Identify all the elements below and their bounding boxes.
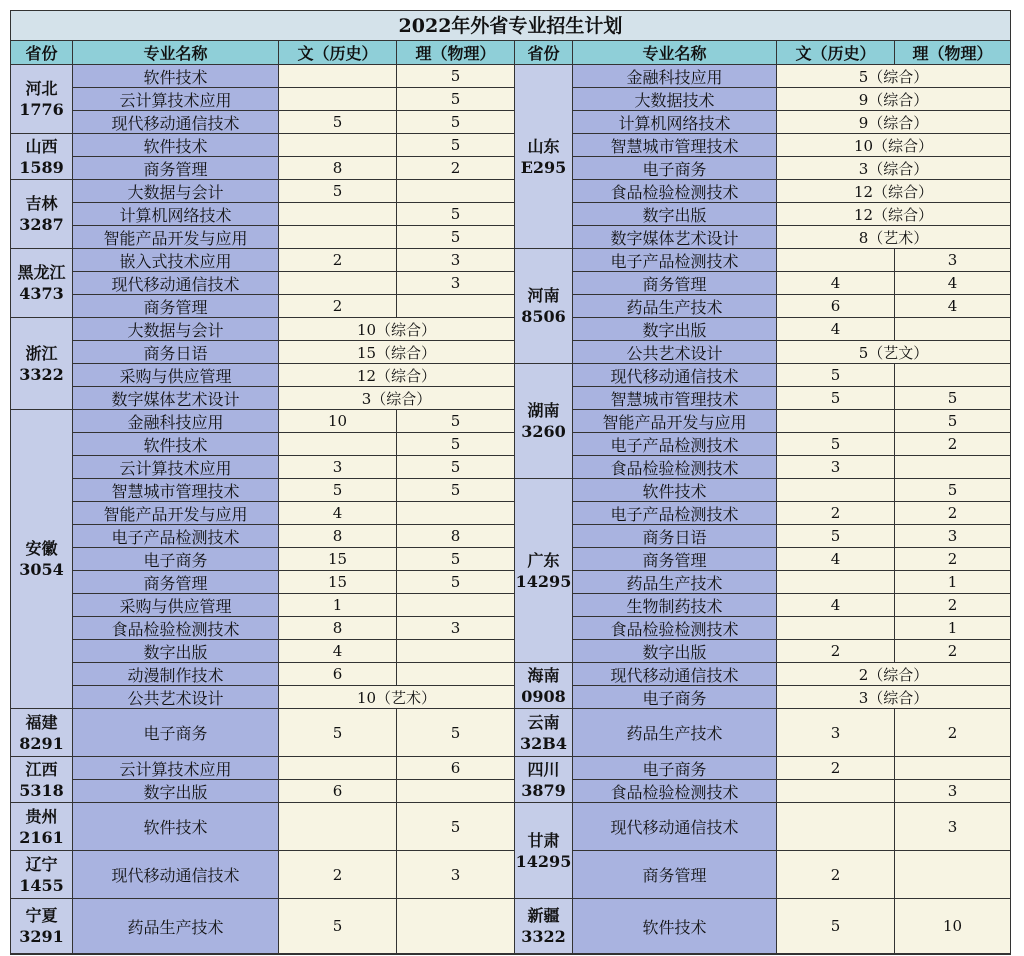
science-quota: 1 — [895, 571, 1011, 594]
liberal-arts-quota: 4 — [279, 640, 397, 663]
major-name: 数字出版 — [573, 640, 777, 663]
merged-quota: 3（综合） — [777, 686, 1011, 709]
science-quota: 3 — [397, 851, 515, 899]
province-name: 湖南 — [527, 401, 560, 420]
major-name: 电子商务 — [573, 686, 777, 709]
major-name: 电子商务 — [573, 157, 777, 180]
liberal-arts-quota: 5 — [777, 364, 895, 387]
science-quota: 5 — [895, 479, 1011, 502]
major-name: 商务管理 — [573, 548, 777, 571]
province-cell — [515, 899, 573, 954]
science-quota: 3 — [895, 780, 1011, 803]
liberal-arts-quota: 4 — [777, 548, 895, 571]
liberal-arts-quota: 4 — [777, 318, 895, 341]
province-cell — [11, 757, 73, 803]
column-header: 理（物理） — [895, 41, 1011, 65]
major-name: 采购与供应管理 — [73, 594, 279, 617]
major-name: 智能产品开发与应用 — [73, 226, 279, 249]
major-name: 大数据与会计 — [73, 318, 279, 341]
liberal-arts-quota — [279, 203, 397, 226]
major-name: 数字媒体艺术设计 — [573, 226, 777, 249]
liberal-arts-quota — [279, 757, 397, 780]
major-name: 软件技术 — [573, 899, 777, 954]
province-name: 新疆 — [527, 906, 560, 925]
science-quota — [895, 456, 1011, 479]
major-name: 软件技术 — [73, 803, 279, 851]
major-name: 软件技术 — [73, 65, 279, 88]
science-quota — [895, 851, 1011, 899]
merged-quota: 5（艺文） — [777, 341, 1011, 364]
science-quota — [397, 780, 515, 803]
science-quota — [397, 899, 515, 954]
province-code: 8291 — [19, 733, 64, 753]
merged-quota: 10（综合） — [777, 134, 1011, 157]
province-code: 1589 — [19, 157, 64, 177]
major-name: 金融科技应用 — [573, 65, 777, 88]
major-name: 药品生产技术 — [573, 571, 777, 594]
province-code: 3291 — [19, 927, 64, 946]
liberal-arts-quota: 3 — [279, 456, 397, 479]
province-name: 河南 — [527, 286, 560, 305]
major-name: 现代移动通信技术 — [573, 803, 777, 851]
province-cell — [11, 249, 73, 318]
province-code: 3287 — [19, 215, 64, 234]
province-name: 贵州 — [25, 806, 58, 826]
liberal-arts-quota — [777, 249, 895, 272]
province-cell — [515, 65, 573, 249]
liberal-arts-quota: 8 — [279, 525, 397, 548]
science-quota: 8 — [397, 525, 515, 548]
major-name: 大数据技术 — [573, 88, 777, 111]
major-name: 智慧城市管理技术 — [73, 479, 279, 502]
liberal-arts-quota: 4 — [777, 272, 895, 295]
science-quota: 3 — [397, 249, 515, 272]
liberal-arts-quota — [279, 433, 397, 456]
province-name: 吉林 — [25, 194, 58, 213]
science-quota: 5 — [397, 803, 515, 851]
science-quota — [397, 180, 515, 203]
major-name: 食品检验检测技术 — [573, 456, 777, 479]
science-quota: 5 — [895, 410, 1011, 433]
science-quota: 5 — [895, 387, 1011, 410]
major-name: 现代移动通信技术 — [73, 272, 279, 295]
science-quota: 5 — [397, 709, 515, 757]
major-name: 软件技术 — [73, 433, 279, 456]
science-quota: 4 — [895, 272, 1011, 295]
province-code: 3322 — [19, 364, 64, 384]
province-code: 8506 — [521, 307, 566, 326]
liberal-arts-quota: 6 — [279, 663, 397, 686]
science-quota: 5 — [397, 433, 515, 456]
major-name: 公共艺术设计 — [73, 686, 279, 709]
province-name: 辽宁 — [25, 854, 58, 874]
enrollment-plan-sheet — [10, 10, 1011, 955]
science-quota: 5 — [397, 571, 515, 594]
science-quota: 5 — [397, 479, 515, 502]
liberal-arts-quota — [279, 134, 397, 157]
major-name: 嵌入式技术应用 — [73, 249, 279, 272]
science-quota: 2 — [895, 502, 1011, 525]
liberal-arts-quota: 2 — [279, 249, 397, 272]
merged-quota: 5（综合） — [777, 65, 1011, 88]
major-name: 软件技术 — [73, 134, 279, 157]
province-code: 14295 — [515, 851, 572, 871]
liberal-arts-quota: 3 — [777, 456, 895, 479]
science-quota — [895, 757, 1011, 780]
column-header: 文（历史） — [279, 41, 397, 65]
province-name: 黑龙江 — [17, 263, 66, 282]
liberal-arts-quota — [279, 88, 397, 111]
science-quota: 5 — [397, 111, 515, 134]
province-name: 云南 — [527, 712, 560, 732]
merged-quota: 12（综合） — [777, 180, 1011, 203]
science-quota — [397, 640, 515, 663]
science-quota: 3 — [895, 803, 1011, 851]
major-name: 商务管理 — [73, 295, 279, 318]
science-quota: 4 — [895, 295, 1011, 318]
liberal-arts-quota: 10 — [279, 410, 397, 433]
province-code: 2161 — [19, 827, 64, 847]
province-name: 山东 — [527, 136, 560, 156]
science-quota: 2 — [895, 640, 1011, 663]
major-name: 数字出版 — [73, 640, 279, 663]
science-quota — [397, 295, 515, 318]
province-cell — [11, 803, 73, 851]
liberal-arts-quota: 5 — [777, 433, 895, 456]
column-header: 专业名称 — [573, 41, 777, 65]
province-code: 3322 — [521, 927, 566, 946]
major-name: 数字出版 — [73, 780, 279, 803]
science-quota: 2 — [895, 433, 1011, 456]
province-name: 安徽 — [25, 539, 58, 558]
science-quota: 5 — [397, 226, 515, 249]
science-quota — [895, 318, 1011, 341]
liberal-arts-quota — [777, 479, 895, 502]
major-name: 电子商务 — [73, 548, 279, 571]
liberal-arts-quota: 2 — [279, 851, 397, 899]
merged-quota: 12（综合） — [279, 364, 515, 387]
major-name: 商务日语 — [573, 525, 777, 548]
major-name: 电子产品检测技术 — [573, 433, 777, 456]
liberal-arts-quota — [777, 410, 895, 433]
liberal-arts-quota: 5 — [279, 899, 397, 954]
merged-quota: 10（综合） — [279, 318, 515, 341]
column-header: 省份 — [515, 41, 573, 65]
liberal-arts-quota — [777, 571, 895, 594]
major-name: 动漫制作技术 — [73, 663, 279, 686]
province-code: E295 — [520, 157, 567, 177]
science-quota: 2 — [895, 709, 1011, 757]
merged-quota: 9（综合） — [777, 88, 1011, 111]
science-quota: 10 — [895, 899, 1011, 954]
science-quota: 6 — [397, 757, 515, 780]
merged-quota: 12（综合） — [777, 203, 1011, 226]
major-name: 现代移动通信技术 — [573, 364, 777, 387]
science-quota: 5 — [397, 134, 515, 157]
science-quota: 2 — [895, 548, 1011, 571]
liberal-arts-quota: 5 — [777, 525, 895, 548]
liberal-arts-quota — [279, 803, 397, 851]
liberal-arts-quota: 15 — [279, 548, 397, 571]
major-name: 云计算技术应用 — [73, 757, 279, 780]
science-quota — [895, 364, 1011, 387]
province-name: 河北 — [25, 79, 58, 98]
liberal-arts-quota — [777, 780, 895, 803]
province-cell — [515, 709, 573, 757]
province-code: 32B4 — [520, 733, 567, 753]
science-quota: 3 — [397, 617, 515, 640]
major-name: 药品生产技术 — [573, 295, 777, 318]
major-name: 商务管理 — [73, 157, 279, 180]
column-header: 省份 — [11, 41, 73, 65]
science-quota — [397, 663, 515, 686]
province-name: 江西 — [25, 759, 58, 779]
merged-quota: 3（综合） — [777, 157, 1011, 180]
province-name: 浙江 — [25, 343, 58, 363]
province-cell — [11, 410, 73, 709]
science-quota: 2 — [397, 157, 515, 180]
liberal-arts-quota — [279, 272, 397, 295]
science-quota: 5 — [397, 548, 515, 571]
liberal-arts-quota: 5 — [279, 479, 397, 502]
column-header: 专业名称 — [73, 41, 279, 65]
liberal-arts-quota: 2 — [279, 295, 397, 318]
major-name: 智能产品开发与应用 — [73, 502, 279, 525]
province-code: 3260 — [521, 422, 566, 441]
major-name: 数字出版 — [573, 318, 777, 341]
province-cell — [11, 134, 73, 180]
major-name: 云计算技术应用 — [73, 88, 279, 111]
province-code: 5318 — [19, 780, 64, 800]
liberal-arts-quota: 6 — [279, 780, 397, 803]
province-name: 甘肃 — [527, 830, 560, 850]
major-name: 计算机网络技术 — [73, 203, 279, 226]
merged-quota: 15（综合） — [279, 341, 515, 364]
major-name: 现代移动通信技术 — [73, 851, 279, 899]
major-name: 电子商务 — [73, 709, 279, 757]
merged-quota: 3（综合） — [279, 387, 515, 410]
liberal-arts-quota: 2 — [777, 640, 895, 663]
major-name: 现代移动通信技术 — [73, 111, 279, 134]
liberal-arts-quota: 6 — [777, 295, 895, 318]
province-cell — [515, 757, 573, 803]
major-name: 食品检验检测技术 — [573, 617, 777, 640]
science-quota — [397, 594, 515, 617]
province-name: 福建 — [25, 712, 58, 732]
major-name: 电子产品检测技术 — [573, 502, 777, 525]
science-quota: 3 — [397, 272, 515, 295]
enrollment-table — [11, 41, 1010, 954]
province-name: 宁夏 — [25, 906, 58, 925]
major-name: 电子产品检测技术 — [73, 525, 279, 548]
province-name: 广东 — [527, 550, 560, 570]
merged-quota: 8（艺术） — [777, 226, 1011, 249]
major-name: 采购与供应管理 — [73, 364, 279, 387]
liberal-arts-quota: 5 — [777, 387, 895, 410]
merged-quota: 2（综合） — [777, 663, 1011, 686]
science-quota — [397, 502, 515, 525]
major-name: 现代移动通信技术 — [573, 663, 777, 686]
science-quota: 1 — [895, 617, 1011, 640]
merged-quota: 10（艺术） — [279, 686, 515, 709]
major-name: 商务管理 — [573, 851, 777, 899]
major-name: 云计算技术应用 — [73, 456, 279, 479]
major-name: 数字出版 — [573, 203, 777, 226]
major-name: 食品检验检测技术 — [573, 780, 777, 803]
province-cell — [515, 803, 573, 899]
liberal-arts-quota — [279, 226, 397, 249]
province-cell — [515, 364, 573, 479]
liberal-arts-quota: 5 — [279, 180, 397, 203]
major-name: 药品生产技术 — [73, 899, 279, 954]
province-name: 海南 — [527, 665, 560, 685]
province-cell — [515, 479, 573, 663]
province-code: 3054 — [19, 560, 64, 579]
column-header: 文（历史） — [777, 41, 895, 65]
liberal-arts-quota: 2 — [777, 502, 895, 525]
major-name: 金融科技应用 — [73, 410, 279, 433]
liberal-arts-quota: 5 — [279, 709, 397, 757]
liberal-arts-quota: 5 — [777, 899, 895, 954]
major-name: 药品生产技术 — [573, 709, 777, 757]
liberal-arts-quota: 8 — [279, 617, 397, 640]
major-name: 智慧城市管理技术 — [573, 134, 777, 157]
liberal-arts-quota: 4 — [777, 594, 895, 617]
science-quota: 5 — [397, 203, 515, 226]
liberal-arts-quota — [777, 803, 895, 851]
province-code: 4373 — [19, 284, 64, 303]
province-cell — [515, 249, 573, 364]
province-name: 山西 — [25, 136, 58, 156]
liberal-arts-quota: 1 — [279, 594, 397, 617]
science-quota: 5 — [397, 65, 515, 88]
province-cell — [11, 180, 73, 249]
major-name: 大数据与会计 — [73, 180, 279, 203]
major-name: 食品检验检测技术 — [73, 617, 279, 640]
liberal-arts-quota — [777, 617, 895, 640]
major-name: 智能产品开发与应用 — [573, 410, 777, 433]
liberal-arts-quota: 5 — [279, 111, 397, 134]
major-name: 公共艺术设计 — [573, 341, 777, 364]
major-name: 商务管理 — [573, 272, 777, 295]
major-name: 商务日语 — [73, 341, 279, 364]
major-name: 生物制药技术 — [573, 594, 777, 617]
major-name: 电子商务 — [573, 757, 777, 780]
science-quota: 3 — [895, 525, 1011, 548]
major-name: 计算机网络技术 — [573, 111, 777, 134]
province-cell — [515, 663, 573, 709]
liberal-arts-quota: 2 — [777, 851, 895, 899]
major-name: 商务管理 — [73, 571, 279, 594]
province-cell — [11, 899, 73, 954]
province-code: 14295 — [515, 571, 572, 591]
liberal-arts-quota: 8 — [279, 157, 397, 180]
liberal-arts-quota: 4 — [279, 502, 397, 525]
major-name: 数字媒体艺术设计 — [73, 387, 279, 410]
province-code: 1776 — [19, 100, 64, 119]
liberal-arts-quota: 3 — [777, 709, 895, 757]
province-code: 3879 — [521, 780, 566, 800]
sheet-title: 2022年外省专业招生计划 — [11, 11, 1010, 41]
science-quota: 5 — [397, 88, 515, 111]
liberal-arts-quota — [279, 65, 397, 88]
province-cell — [11, 318, 73, 410]
science-quota: 5 — [397, 456, 515, 479]
liberal-arts-quota: 15 — [279, 571, 397, 594]
major-name: 食品检验检测技术 — [573, 180, 777, 203]
science-quota: 3 — [895, 249, 1011, 272]
province-code: 1455 — [19, 875, 64, 895]
science-quota: 2 — [895, 594, 1011, 617]
major-name: 智慧城市管理技术 — [573, 387, 777, 410]
province-cell — [11, 709, 73, 757]
major-name: 软件技术 — [573, 479, 777, 502]
liberal-arts-quota: 2 — [777, 757, 895, 780]
province-code: 0908 — [521, 686, 566, 706]
column-header: 理（物理） — [397, 41, 515, 65]
province-name: 四川 — [527, 759, 560, 779]
province-cell — [11, 65, 73, 134]
science-quota: 5 — [397, 410, 515, 433]
merged-quota: 9（综合） — [777, 111, 1011, 134]
major-name: 电子产品检测技术 — [573, 249, 777, 272]
province-cell — [11, 851, 73, 899]
